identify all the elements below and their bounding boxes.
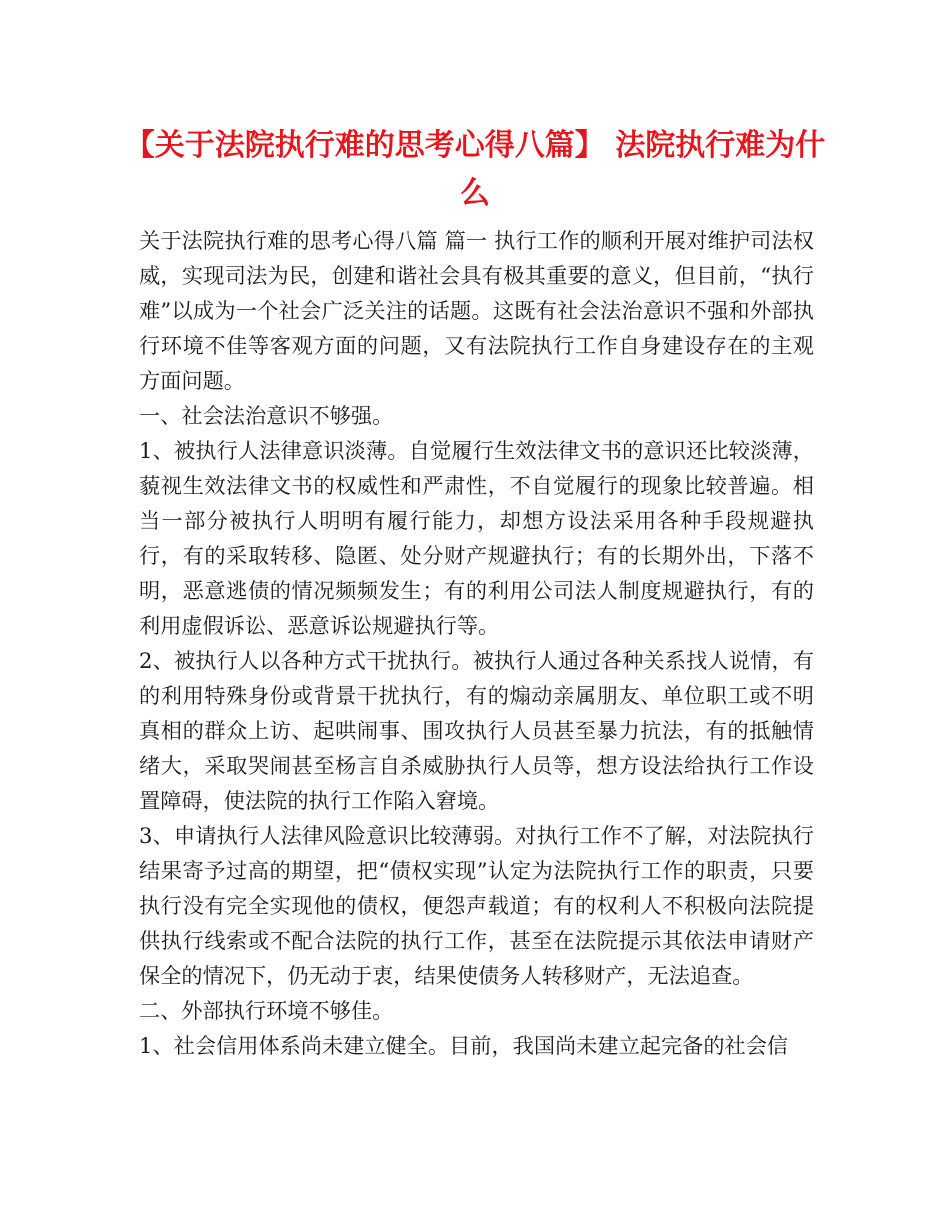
section-heading-2: 二、外部执行环境不够佳。 [139,998,394,1023]
paragraph-2-1: 1、社会信用体系尚未建立健全。目前，我国尚未建立起完备的社会信 [139,1033,789,1058]
section-heading-1: 一、社会法治意识不够强。 [139,403,394,428]
paragraph-1-3: 3、申请执行人法律风险意识比较薄弱。对执行工作不了解，对法院执行结果寄予过高的期望，把“债权实现”认定为法院执行工作的职责，只要执行没有完全实现他的债权，便怨声载道；有的权利人不积极向法院提供执行线索或不配合法院的执行工作，甚至在法院提示其依法申请财产保全的情况下，仍无动于衷，结果使债务人转移财产，无法追查。 [139,823,814,988]
document-title: 【关于法院执行难的思考心得八篇】 法院执行难为什么 [124,128,826,211]
paragraph-1-2: 2、被执行人以各种方式干扰执行。被执行人通过各种关系找人说情，有的利用特殊身份或背景干扰执行，有的煽动亲属朋友、单位职工或不明真相的群众上访、起哄闹事、围攻执行人员甚至暴力抗法，有的抵触情绪大，采取哭闹甚至杨言自杀威胁执行人员等，想方设法给执行工作设置障碍，使法院的执行工作陷入窘境。 [139,648,814,813]
paragraph-intro: 关于法院执行难的思考心得八篇 篇一 执行工作的顺利开展对维护司法权威，实现司法为民，创建和谐社会具有极其重要的意义，但目前，“执行难”以成为一个社会广泛关注的话题。这既有社会法治意识不强和外部执行环境不佳等客观方面的问题，又有法院执行工作自身建设存在的主观方面问题。 [139,228,814,393]
document-body [139,223,814,1063]
paragraph-1-1: 1、被执行人法律意识淡薄。自觉履行生效法律文书的意识还比较淡薄，藐视生效法律文书的权威性和严肃性，不自觉履行的现象比较普遍。相当一部分被执行人明明有履行能力，却想方设法采用各种手段规避执行，有的采取转移、隐匿、处分财产规避执行；有的长期外出，下落不明，恶意逃债的情况频频发生；有的利用公司法人制度规避执行，有的利用虚假诉讼、恶意诉讼规避执行等。 [139,438,814,638]
